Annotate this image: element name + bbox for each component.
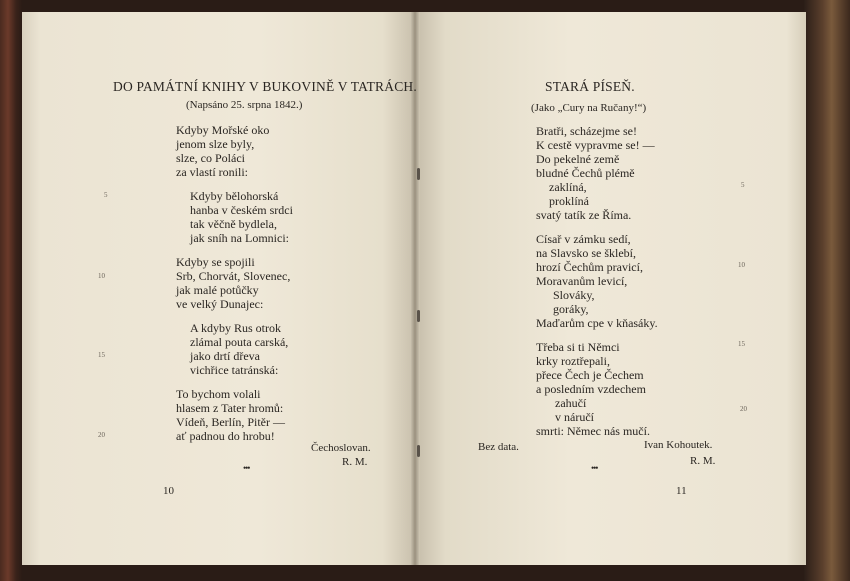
poem-line: ať padnou do hrobu! (176, 429, 275, 443)
right-initials: R. M. (690, 455, 716, 467)
line-number-marker: 15 (738, 340, 745, 348)
poem-line: hrozí Čechům pravicí, (536, 260, 643, 274)
binding-stitch (417, 310, 420, 322)
line-number-marker: 15 (98, 351, 105, 359)
poem-line: krky roztřepali, (536, 354, 610, 368)
poem-line: vichřice tatránská: (190, 363, 279, 377)
poem-line: bludné Čechů plémě (536, 166, 635, 180)
line-number-marker: 5 (104, 191, 108, 199)
poem-line: jenom slze byly, (176, 137, 255, 151)
poem-line: zaklíná, (549, 180, 587, 194)
poem-line: Kdyby bělohorská (190, 189, 279, 203)
poem-line: Kdyby se spojili (176, 255, 255, 269)
poem-line: K cestě vypravme se! — (536, 138, 655, 152)
poem-line: svatý tatík ze Říma. (536, 208, 632, 222)
line-number-marker: 10 (98, 272, 105, 280)
right-poem-subtitle: (Jako „Cury na Ručany!“) (531, 102, 647, 114)
poem-line: jako drtí dřeva (190, 349, 260, 363)
poem-line: hanba v českém srdci (190, 203, 293, 217)
poem-line: Moravanům levicí, (536, 274, 628, 288)
poem-line: za vlastí ronili: (176, 165, 248, 179)
line-number-marker: 20 (98, 431, 105, 439)
poem-line: jak malé potůčky (176, 283, 259, 297)
poem-line: Třeba si ti Němci (536, 340, 620, 354)
poem-line: ve velký Dunajec: (176, 297, 264, 311)
poem-line: Maďarům cpe v kňasáky. (536, 316, 658, 330)
right-poem-title: STARÁ PÍSEŇ. (545, 79, 635, 94)
poem-line: a posledním vzdechem (536, 382, 646, 396)
left-ornament: ••• (243, 463, 250, 473)
line-number-marker: 5 (741, 181, 745, 189)
poem-line: Císař v zámku sedí, (536, 232, 631, 246)
left-poem-title: DO PAMÁTNÍ KNIHY V BUKOVINĚ V TATRÁCH. (113, 79, 417, 94)
poem-line: zahučí (555, 396, 587, 410)
right-ornament: ••• (591, 463, 598, 473)
left-initials: R. M. (342, 456, 368, 468)
line-number-marker: 10 (738, 261, 745, 269)
poem-line: v náručí (555, 410, 594, 424)
poem-line: jak sníh na Lomnici: (190, 231, 289, 245)
book-edge (804, 0, 850, 581)
poem-line: Bratři, scházejme se! (536, 124, 637, 138)
poem-line: tak věčně bydlela, (190, 217, 277, 231)
binding-stitch (417, 168, 420, 180)
right-page-number: 11 (676, 485, 687, 497)
poem-line: smrti: Němec nás mučí. (536, 424, 650, 438)
poem-line: Srb, Chorvát, Slovenec, (176, 269, 291, 283)
left-page-number: 10 (163, 485, 174, 497)
right-author: Ivan Kohoutek. (644, 439, 713, 451)
poem-line: přece Čech je Čechem (536, 368, 644, 382)
poem-line: zlámal pouta carská, (190, 335, 289, 349)
left-poem-subtitle: (Napsáno 25. srpna 1842.) (186, 99, 303, 111)
poem-line: Vídeň, Berlín, Pitěr — (176, 415, 285, 429)
right-date-note: Bez data. (478, 441, 519, 453)
poem-line: na Slavsko se šklebí, (536, 246, 636, 260)
binding-stitch (417, 445, 420, 457)
poem-line: Do pekelné země (536, 152, 620, 166)
poem-line: Slováky, (553, 288, 595, 302)
poem-line: slze, co Poláci (176, 151, 245, 165)
poem-line: Kdyby Mořské oko (176, 123, 270, 137)
left-signature: Čechoslovan. (311, 442, 371, 454)
poem-line: goráky, (553, 302, 589, 316)
line-number-marker: 20 (740, 405, 747, 413)
poem-line: proklíná (549, 194, 589, 208)
poem-line: hlasem z Tater hromů: (176, 401, 284, 415)
poem-line: A kdyby Rus otrok (190, 321, 282, 335)
poem-line: To bychom volali (176, 387, 261, 401)
